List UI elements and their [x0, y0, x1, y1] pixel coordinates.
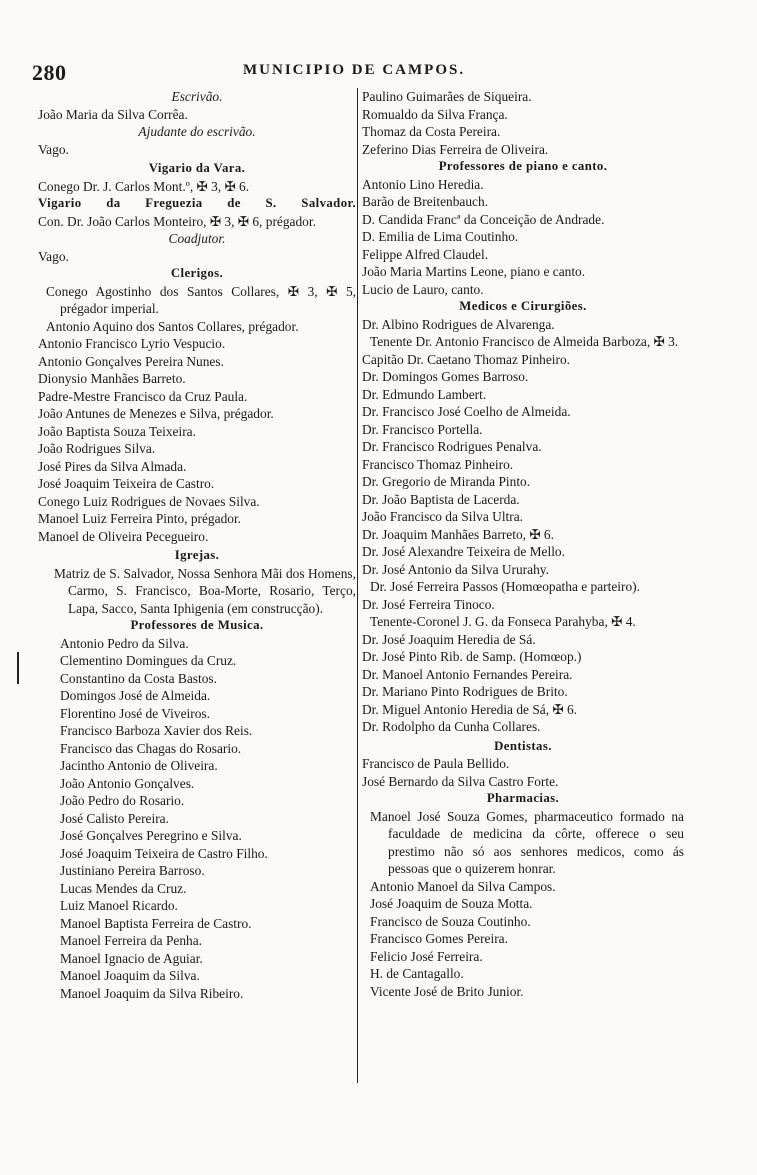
list-item: Francisco Gomes Pereira. — [370, 931, 508, 946]
dentistas-list — [362, 755, 684, 790]
entry-vigario-vara: Conego Dr. J. Carlos Mont.º, ✠ 3, ✠ 6. — [38, 178, 250, 194]
right-column — [362, 88, 684, 1000]
list-item: Padre-Mestre Francisco da Cruz Paula. — [38, 388, 248, 404]
list-item: Dr. José Alexandre Teixeira de Mello. — [362, 544, 565, 559]
heading-igrejas: Igrejas. — [174, 548, 220, 562]
list-item: Tenente-Coronel J. G. da Fonseca Parahyba, ✠ 4. — [370, 614, 636, 629]
list-item: Antonio Pedro da Silva. — [60, 635, 189, 651]
list-item: Tenente Dr. Antonio Francisco de Almeida Barboza, ✠ 3. — [370, 334, 679, 349]
list-item: José Calisto Pereira. — [60, 810, 169, 826]
heading-vigario-vara: Vigario da Vara. — [148, 161, 246, 175]
list-item: Manoel Ferreira da Penha. — [60, 933, 203, 948]
heading-professores-piano: Professores de piano e canto. — [438, 159, 608, 173]
clerigos-list — [38, 283, 356, 546]
list-item: Manoel Joaquim da Silva. — [60, 968, 200, 983]
list-item: Felippe Alfred Claudel. — [362, 246, 489, 262]
list-item: Domingos José de Almeida. — [60, 688, 211, 703]
list-item: Dr. Manoel Antonio Fernandes Pereira. — [362, 666, 573, 682]
list-item: Manoel Joaquim da Silva Ribeiro. — [60, 985, 244, 1001]
heading-coadjutor: Coadjutor. — [168, 231, 226, 246]
list-item: João Antunes de Menezes e Silva, prégador. — [38, 406, 274, 421]
list-item: Dr. Joaquim Manhães Barreto, ✠ 6. — [362, 526, 554, 542]
list-item: Dr. Albino Rodrigues de Alvarenga. — [362, 316, 555, 332]
list-item: Barão de Breitenbauch. — [362, 194, 489, 209]
list-item: Dr. Rodolpho da Cunha Collares. — [362, 719, 541, 734]
list-item: José Bernardo da Silva Castro Forte. — [362, 773, 559, 789]
list-item: José Joaquim de Souza Motta. — [370, 896, 533, 911]
list-item: Dr. Edmundo Lambert. — [362, 386, 487, 402]
list-item: Conego Luiz Rodrigues de Novaes Silva. — [38, 493, 260, 509]
list-item: Jacintho Antonio de Oliveira. — [60, 758, 218, 773]
list-item: Justiniano Pereira Barroso. — [60, 863, 205, 878]
list-item: Dr. José Pinto Rib. de Samp. (Homœop.) — [362, 649, 582, 664]
list-item: José Gonçalves Peregrino e Silva. — [60, 828, 242, 843]
list-item: Luiz Manoel Ricardo. — [60, 898, 178, 913]
pharmacias-list — [362, 878, 684, 1001]
list-item: João Baptista Souza Teixeira. — [38, 423, 196, 439]
list-item: Dr. Mariano Pinto Rodrigues de Brito. — [362, 684, 568, 699]
list-item: Vicente José de Brito Junior. — [370, 983, 524, 999]
list-item: Manoel de Oliveira Pecegueiro. — [38, 528, 209, 544]
margin-mark — [17, 652, 19, 684]
heading-ajudante: Ajudante do escrivão. — [138, 124, 256, 139]
list-item: Manoel Ignacio de Aguiar. — [60, 950, 203, 966]
list-item: Dr. Francisco Rodrigues Penalva. — [362, 439, 542, 454]
list-item: Dr. José Ferreira Passos (Homœopatha e parteiro). — [370, 579, 640, 594]
list-item: Constantino da Costa Bastos. — [60, 670, 217, 686]
left-column — [38, 88, 356, 1002]
list-item: Romualdo da Silva França. — [362, 106, 508, 122]
list-item: Conego Agostinho dos Santos Collares, ✠ 3, ✠ 5, prégador imperial. — [46, 283, 356, 316]
list-item: D. Emilia de Lima Coutinho. — [362, 229, 519, 244]
list-item: Antonio Gonçalves Pereira Nunes. — [38, 353, 224, 369]
list-item: João Pedro do Rosario. — [60, 793, 185, 808]
heading-dentistas: Dentistas. — [494, 738, 552, 753]
list-item: Zeferino Dias Ferreira de Oliveira. — [362, 141, 549, 157]
list-item: Francisco Barboza Xavier dos Reis. — [60, 723, 253, 738]
entry-vigario-freguezia: Con. Dr. João Carlos Monteiro, ✠ 3, ✠ 6, prégador. — [38, 213, 316, 229]
list-item: Paulino Guimarães de Siqueira. — [362, 89, 532, 104]
list-item: Antonio Lino Heredia. — [362, 176, 484, 192]
column-divider — [357, 88, 358, 1083]
list-item: Thomaz da Costa Pereira. — [362, 124, 501, 139]
list-item: Dr. José Antonio da Silva Ururahy. — [362, 561, 549, 577]
entry-ajudante: Vago. — [38, 141, 69, 157]
list-item: José Joaquim Teixeira de Castro Filho. — [60, 845, 268, 861]
list-item: Francisco das Chagas do Rosario. — [60, 740, 242, 756]
list-item: H. de Cantagallo. — [370, 966, 464, 981]
list-item: Clementino Domingues da Cruz. — [60, 653, 237, 668]
musica-continued-list — [362, 88, 684, 158]
list-item: Francisco Thomaz Pinheiro. — [362, 456, 514, 472]
list-item: João Rodrigues Silva. — [38, 441, 156, 456]
list-item: João Francisco da Silva Ultra. — [362, 509, 524, 524]
heading-pharmacias: Pharmacias. — [486, 791, 560, 805]
list-item: Dr. Gregorio de Miranda Pinto. — [362, 474, 531, 489]
list-item: Felicio José Ferreira. — [370, 948, 483, 964]
list-item: Dr. João Baptista de Lacerda. — [362, 491, 520, 507]
list-item: Dr. Francisco Portella. — [362, 421, 483, 437]
professores-musica-list — [38, 635, 356, 1003]
list-item: Lucas Mendes da Cruz. — [60, 880, 187, 896]
list-item: Antonio Manoel da Silva Campos. — [370, 878, 556, 894]
list-item: Dr. José Ferreira Tinoco. — [362, 596, 495, 612]
list-item: Capitão Dr. Caetano Thomaz Pinheiro. — [362, 351, 571, 367]
list-item: Dr. Francisco José Coelho de Almeida. — [362, 404, 571, 419]
list-item: Francisco de Paula Bellido. — [362, 756, 510, 771]
list-item: Lucio de Lauro, canto. — [362, 281, 484, 297]
heading-escrivao: Escrivão. — [171, 89, 223, 104]
entry-escrivao: João Maria da Silva Corrêa. — [38, 106, 188, 122]
igrejas-text: Matriz de S. Salvador, Nossa Senhora Mãi dos Homens, Carmo, S. Francisco, Boa-Morte, Rosario, Terço, Lapa, Sacco, Santa Iphigenia (em construcção). — [54, 565, 356, 616]
medicos-list — [362, 316, 684, 736]
list-item: José Pires da Silva Almada. — [38, 458, 187, 474]
list-item: Antonio Aquino dos Santos Collares, prégador. — [46, 318, 299, 334]
list-item: D. Candida Francª da Conceição de Andrade. — [362, 211, 605, 227]
list-item: Dionysio Manhães Barreto. — [38, 371, 186, 386]
list-item: Dr. Miguel Antonio Heredia de Sá, ✠ 6. — [362, 701, 578, 717]
page-number: 280 — [32, 60, 67, 85]
heading-clerigos: Clerigos. — [170, 266, 224, 280]
heading-medicos: Medicos e Cirurgiões. — [459, 299, 587, 313]
heading-professores-musica: Professores de Musica. — [130, 618, 264, 632]
entry-coadjutor: Vago. — [38, 248, 69, 264]
list-item: Florentino José de Viveiros. — [60, 705, 210, 721]
list-item: Manoel Luiz Ferreira Pinto, prégador. — [38, 511, 242, 526]
list-item: Antonio Francisco Lyrio Vespucio. — [38, 336, 226, 351]
list-item: João Antonio Gonçalves. — [60, 775, 195, 791]
pharmacias-first-entry: Manoel José Souza Gomes, pharmaceutico formado na faculdade de medicina da côrte, offerece o seu prestimo não só aos senhores medicos, como ás pessoas que o quizerem honrar. — [370, 808, 684, 876]
list-item: Dr. Domingos Gomes Barroso. — [362, 369, 529, 384]
running-head: MUNICIPIO DE CAMPOS. — [243, 62, 466, 78]
list-item: Manoel Baptista Ferreira de Castro. — [60, 915, 252, 931]
list-item: Dr. José Joaquim Heredia de Sá. — [362, 631, 536, 647]
list-item: Francisco de Souza Coutinho. — [370, 913, 531, 929]
heading-vigario-freguezia: Vigario da Freguezia de S. Salvador. — [38, 196, 356, 210]
professores-piano-list — [362, 176, 684, 299]
list-item: João Maria Martins Leone, piano e canto. — [362, 264, 586, 279]
list-item: José Joaquim Teixeira de Castro. — [38, 476, 215, 491]
